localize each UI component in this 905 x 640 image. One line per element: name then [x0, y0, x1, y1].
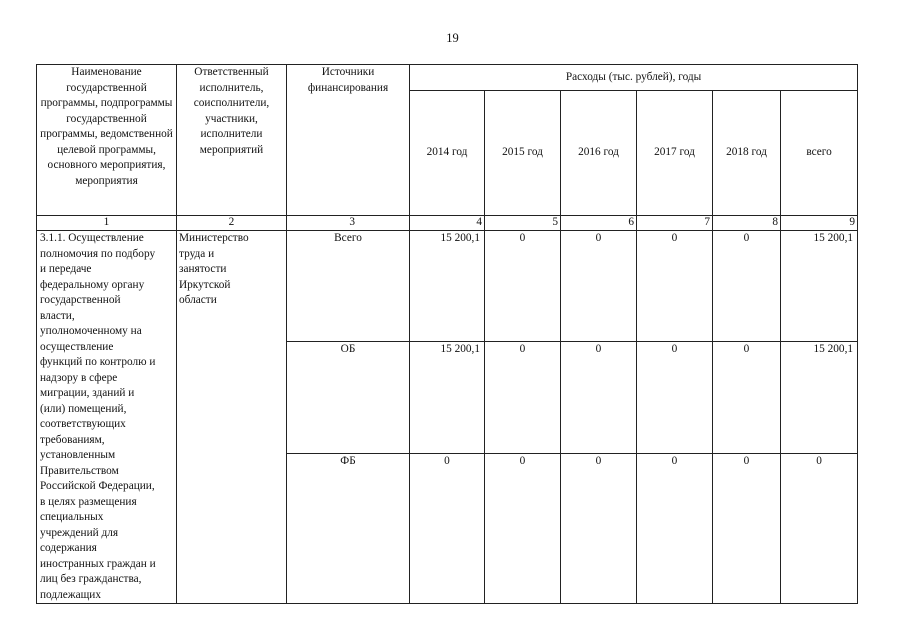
value-cell: 0 [561, 454, 637, 604]
value-cell: 0 [713, 231, 781, 342]
header-year-2018: 2018 год [713, 91, 781, 216]
value-cell: 0 [637, 341, 713, 454]
value-cell: 0 [637, 231, 713, 342]
column-number: 7 [637, 216, 713, 231]
measure-name-line: федеральному органу [40, 278, 145, 291]
measure-name-line: Российской Федерации, [40, 480, 155, 492]
measure-name-line: подлежащих [40, 588, 101, 601]
header-name-column: Наименование государственной программы, подпрограммы государственной программы, ведомственной целевой программы, основного мероприятия, мероприятия [37, 65, 177, 216]
header-year-2014: 2014 год [410, 91, 485, 216]
header-sources-column: Источники финансирования [287, 65, 410, 216]
header-year-2015: 2015 год [485, 91, 561, 216]
column-number: 2 [177, 216, 287, 231]
measure-name-line: требованиям, [40, 433, 105, 446]
header-responsible-column: Ответственный исполнитель, соисполнители, участники, исполнители мероприятий [177, 65, 287, 216]
measure-name-line: в целях размещения [40, 495, 137, 508]
measure-name-line: специальных [40, 511, 104, 523]
column-number: 8 [713, 216, 781, 231]
value-cell: 15 200,1 [781, 341, 858, 454]
measure-name-line: 3.1.1. Осуществление [40, 232, 144, 244]
page-number: 19 [446, 31, 459, 45]
measure-name-line: содержания [40, 542, 97, 554]
header-year-2016: 2016 год [561, 91, 637, 216]
measure-name-line: уполномоченному на [40, 325, 142, 337]
measure-name-line: миграции, зданий и [40, 387, 135, 399]
value-cell: 0 [410, 454, 485, 604]
column-number: 4 [410, 216, 485, 231]
column-number: 9 [781, 216, 858, 231]
responsible-line: области [179, 294, 217, 306]
value-cell: 15 200,1 [410, 341, 485, 454]
measure-name-line: (или) помещений, [40, 402, 127, 415]
measure-name-line: установленным [40, 449, 116, 461]
value-cell: 0 [485, 341, 561, 454]
header-year-2017: 2017 год [637, 91, 713, 216]
value-cell: 0 [637, 454, 713, 604]
table-row [37, 231, 858, 342]
measure-name-line: и передаче [40, 263, 92, 275]
value-cell: 0 [485, 454, 561, 604]
measure-name-line: полномочия по подбору [40, 247, 156, 260]
measure-name-line: соответствующих [40, 418, 126, 430]
column-number: 6 [561, 216, 637, 231]
header-expenses-group: Расходы (тыс. рублей), годы [410, 65, 858, 91]
funding-source-total: Всего [287, 231, 410, 342]
responsible-line: Министерство [179, 232, 249, 244]
value-cell: 15 200,1 [781, 231, 858, 342]
value-cell: 0 [561, 231, 637, 342]
measure-name-line: власти, [40, 309, 75, 322]
column-number: 5 [485, 216, 561, 231]
header-total: всего [781, 91, 858, 216]
responsible-line: труда и [179, 247, 215, 260]
measure-name-line: лиц без гражданства, [40, 573, 142, 585]
responsible-line: Иркутской [179, 278, 231, 291]
measure-name-line: учреждений для [40, 526, 119, 539]
measure-name-line: надзору в сфере [40, 371, 118, 384]
measure-name-line: государственной [40, 294, 121, 306]
value-cell: 0 [561, 341, 637, 454]
column-number: 1 [37, 216, 177, 231]
value-cell: 0 [713, 341, 781, 454]
measure-name-line: осуществление [40, 340, 114, 353]
funding-source-federal: ФБ [287, 454, 410, 604]
value-cell: 15 200,1 [410, 231, 485, 342]
measure-name-line: иностранных граждан и [40, 557, 156, 570]
value-cell: 0 [781, 454, 858, 604]
column-numbers-row [37, 216, 858, 231]
column-number: 3 [287, 216, 410, 231]
measure-name-line: функций по контролю и [40, 356, 156, 368]
measure-name-line: Правительством [40, 464, 119, 477]
responsible-executor [177, 231, 287, 604]
funding-source-regional: ОБ [287, 341, 410, 454]
measure-name [37, 231, 177, 604]
value-cell: 0 [485, 231, 561, 342]
value-cell: 0 [713, 454, 781, 604]
responsible-line: занятости [179, 263, 227, 275]
budget-table [36, 64, 858, 604]
